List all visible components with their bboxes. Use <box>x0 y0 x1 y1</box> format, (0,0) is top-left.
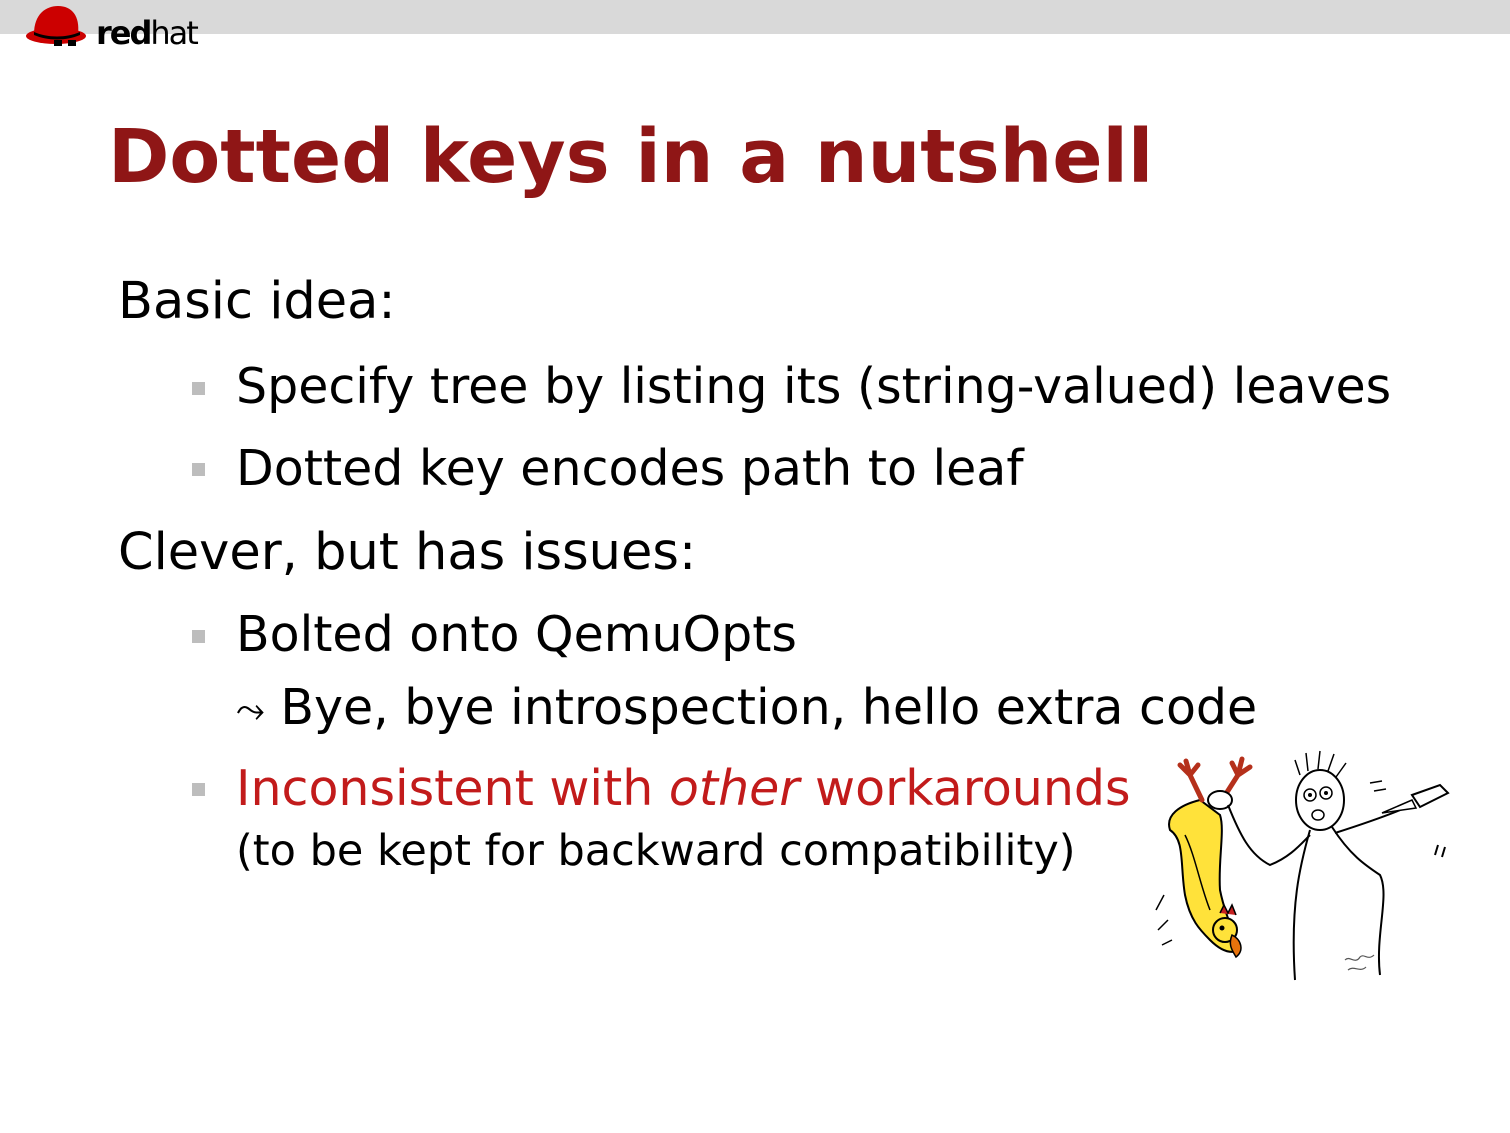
redhat-wordmark <box>96 14 197 52</box>
backward-compat-note: (to be kept for backward compatibility) <box>236 826 1076 876</box>
other-emphasis: other <box>668 760 800 817</box>
workarounds-text: workarounds <box>799 760 1131 817</box>
arrow-line <box>236 679 1257 736</box>
chicken-strangling-cartoon-icon <box>1150 745 1455 990</box>
bullet-dotted-key: Dotted key encodes path to leaf <box>236 440 1024 497</box>
bullet-bolted-onto: Bolted onto QemuOpts <box>236 606 797 663</box>
top-band <box>0 0 1510 34</box>
slide-title: Dotted keys in a nutshell <box>108 114 1154 200</box>
bullet-inconsistent <box>236 760 1131 817</box>
bullet-marker <box>192 630 205 643</box>
inconsistent-text: Inconsistent with <box>236 760 669 817</box>
wordmark-red: red <box>96 14 151 52</box>
bullet-marker <box>192 783 205 796</box>
bullet-marker <box>192 463 205 476</box>
bullet-marker <box>192 382 205 395</box>
wordmark-hat: hat <box>150 14 197 52</box>
section-heading-clever: Clever, but has issues: <box>118 523 697 582</box>
bullet-specify-tree: Specify tree by listing its (string-valued) leaves <box>236 358 1392 415</box>
arrow-text: Bye, bye introspection, hello extra code <box>280 679 1258 736</box>
leadsto-arrow-icon: ⤳ <box>236 689 265 731</box>
redhat-shadowman-icon <box>24 2 90 48</box>
section-heading-basic-idea: Basic idea: <box>118 272 396 331</box>
